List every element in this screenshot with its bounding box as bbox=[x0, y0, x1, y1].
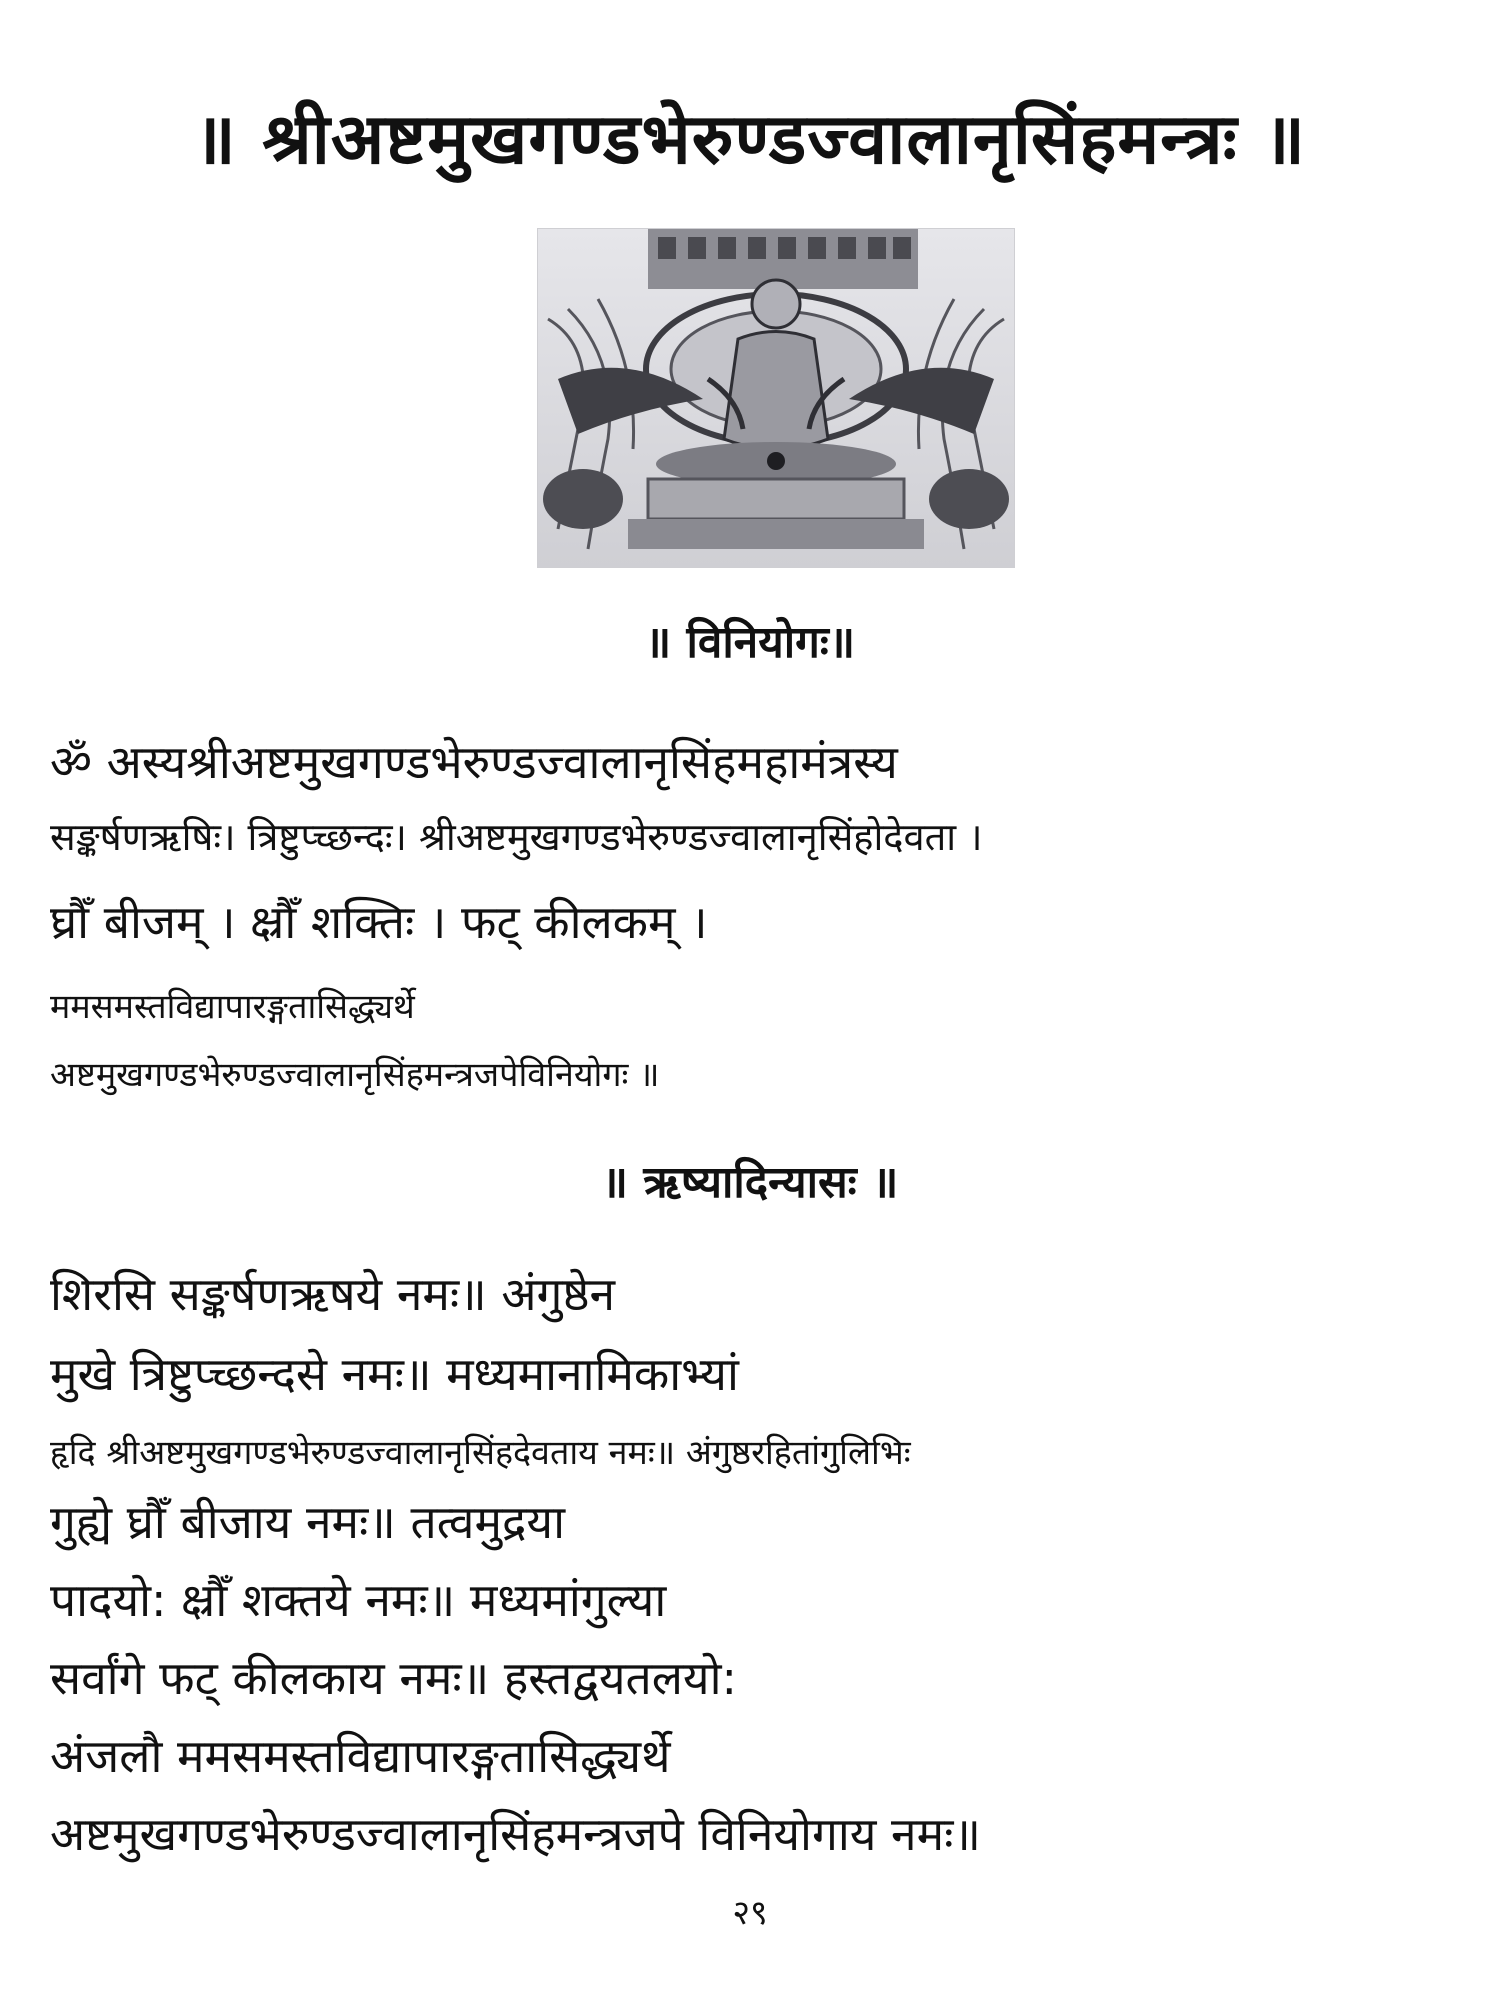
viniyoga-heading: ॥ विनियोगः॥ bbox=[644, 617, 856, 668]
nyasa-line: शिरसि सङ्कर्षणऋषये नमः॥ अंगुष्ठेन bbox=[50, 1267, 616, 1321]
nyasa-line: सर्वांगे फट् कीलकाय नमः॥ हस्तद्वयतलयो: bbox=[50, 1651, 738, 1705]
viniyoga-line: अष्टमुखगण्डभेरुण्डज्वालानृसिंहमन्त्रजपेविनियोगः ॥ bbox=[50, 1055, 660, 1095]
viniyoga-line: घ्रौँ बीजम् । क्ष्रौँ शक्तिः । फट् कीलकम् । bbox=[50, 895, 708, 949]
viniyoga-line: ॐ अस्यश्रीअष्टमुखगण्डभेरुण्डज्वालानृसिंहमहामंत्रस्य bbox=[50, 735, 898, 789]
nyasa-line: हृदि श्रीअष्टमुखगण्डभेरुण्डज्वालानृसिंहदेवताय नमः॥ अंगुष्ठरहितांगुलिभिः bbox=[50, 1433, 911, 1473]
nyasa-line: गुह्ये घ्रौँ बीजाय नमः॥ तत्वमुद्रया bbox=[50, 1495, 565, 1549]
nyasa-line: पादयो: क्ष्रौँ शक्तये नमः॥ मध्यमांगुल्या bbox=[50, 1573, 667, 1627]
page-title: ॥ श्रीअष्टमुखगण्डभेरुण्डज्वालानृसिंहमन्त्रः ॥ bbox=[193, 98, 1307, 180]
deity-illustration-icon bbox=[537, 228, 1015, 568]
nyasa-line: मुखे त्रिष्टुप्च्छन्दसे नमः॥ मध्यमानामिकाभ्यां bbox=[50, 1347, 739, 1401]
viniyoga-line: सङ्कर्षणऋषिः। त्रिष्टुप्च्छन्दः। श्रीअष्टमुखगण्डभेरुण्डज्वालानृसिंहोदेवता । bbox=[50, 815, 983, 859]
viniyoga-line: ममसमस्तविद्यापारङ्गतासिद्ध्यर्थे bbox=[50, 987, 415, 1027]
nyasa-line: अष्टमुखगण्डभेरुण्डज्वालानृसिंहमन्त्रजपे विनियोगाय नमः॥ bbox=[50, 1807, 981, 1861]
page-number: २९ bbox=[732, 1893, 768, 1933]
rishyadinyasa-heading: ॥ ऋष्यादिन्यासः ॥ bbox=[601, 1157, 899, 1208]
nyasa-line: अंजलौ ममसमस्तविद्यापारङ्गतासिद्ध्यर्थे bbox=[50, 1729, 671, 1783]
